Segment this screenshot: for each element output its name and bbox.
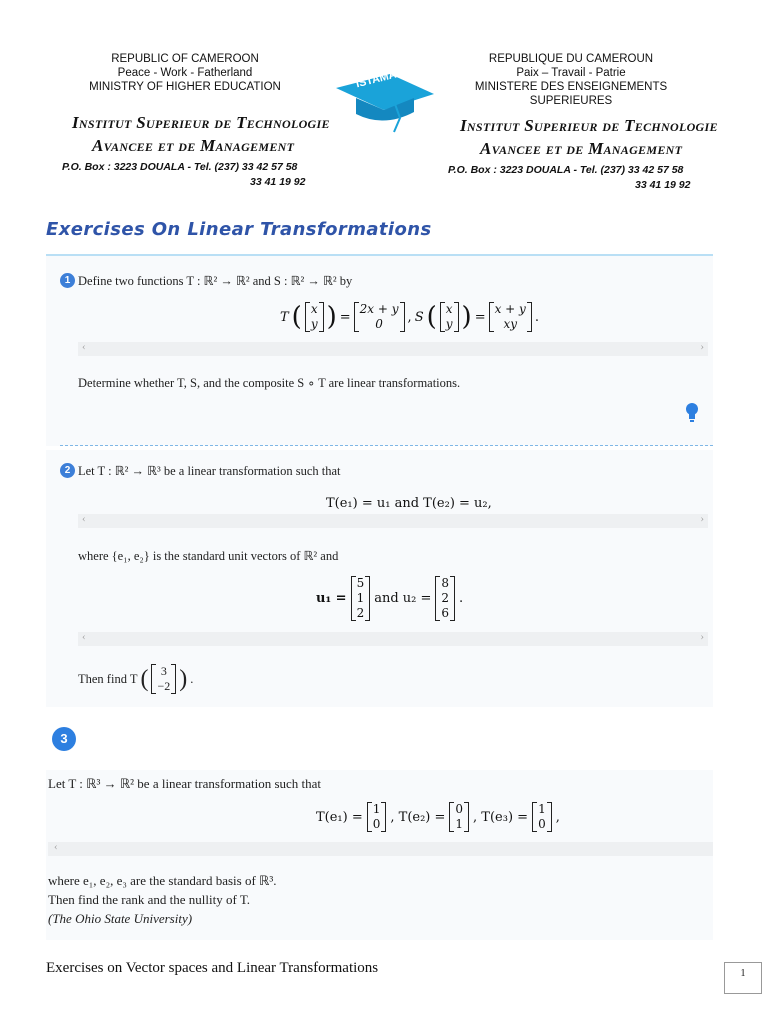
scroll-right-icon[interactable]: › <box>700 633 704 643</box>
vector-xy-2: x y <box>440 302 459 332</box>
then-find-text: Then find T <box>78 671 138 686</box>
question-3-formula: T(e₁) = 1 0 , T(e₂) = 0 1 , T(e₃) = 1 0 , <box>316 802 560 831</box>
question-1-intro: Define two functions T : ℝ² → ℝ² and S : ℝ² → ℝ² by <box>78 274 353 288</box>
question-1-formula: T ( x y ) = 2x + y 0 , S ( x y ) = x + y xy . <box>280 302 539 332</box>
ministry-fr: MINISTERE DES ENSEIGNEMENTS SUPERIEURES <box>474 81 668 107</box>
input-vector: 3 −2 <box>151 664 176 694</box>
Te1-label: T(e₁) = <box>316 809 363 825</box>
address-right: P.O. Box : 3223 DOUALA - Tel. (237) 33 42 57 58 <box>448 164 684 176</box>
func-S: S <box>414 309 424 325</box>
address-left: P.O. Box : 3223 DOUALA - Tel. (237) 33 42 57 58 <box>62 161 298 173</box>
T-result-matrix: 2x + y 0 <box>354 302 405 332</box>
scroll-left-icon[interactable]: ‹ <box>54 843 58 853</box>
scrollbar-q1[interactable] <box>78 342 708 356</box>
question-3-where: where e₁, e₂, e₃ are the standard basis of ℝ³. <box>48 873 277 888</box>
question-3-source: (The Ohio State University) <box>48 911 193 926</box>
header-left <box>60 52 310 94</box>
page-number: 1 <box>724 962 762 994</box>
lightbulb-hint-icon[interactable] <box>686 402 698 428</box>
scroll-left-icon[interactable]: ‹ <box>82 633 86 643</box>
Te2-vector: 0 1 <box>449 802 469 832</box>
scroll-right-icon[interactable]: › <box>700 515 704 525</box>
u1-label: u₁ = <box>316 591 347 606</box>
scrollbar-q2a[interactable] <box>78 514 708 528</box>
institute-name-right-1: Institut Superieur de Technologie <box>460 116 718 135</box>
question-1-text: Determine whether T, S, and the composite S ∘ T are linear transformations. <box>78 376 461 390</box>
question-2-vectors: u₁ = 5 1 2 and u₂ = 8 2 6 . <box>316 576 464 620</box>
ministry-en: MINISTRY OF HIGHER EDUCATION <box>89 81 281 93</box>
country-en: REPUBLIC OF CAMEROON <box>111 53 259 65</box>
Te1-vector: 1 0 <box>367 802 387 832</box>
u1-vector: 5 1 2 <box>351 576 371 621</box>
logo-text: ISTAMA <box>354 68 398 91</box>
istama-logo <box>330 58 440 138</box>
u2-label: and u₂ = <box>374 591 432 606</box>
institute-name-left-1: Institut Superieur de Technologie <box>72 113 330 132</box>
func-T: T <box>280 309 289 325</box>
scroll-right-icon[interactable]: › <box>700 343 704 353</box>
scrollbar-q2b[interactable] <box>78 632 708 646</box>
question-2-find: Then find T ( 3 −2 ) . <box>78 664 194 693</box>
S-result-matrix: x + y xy <box>489 302 532 332</box>
u2-vector: 8 2 6 <box>435 576 455 621</box>
motto-en: Peace - Work - Fatherland <box>117 67 253 79</box>
Te3-vector: 1 0 <box>532 802 552 832</box>
divider <box>60 445 713 446</box>
scroll-left-icon[interactable]: ‹ <box>82 515 86 525</box>
institute-name-left-2: Avancee et de Management <box>92 136 295 155</box>
question-2-badge: 2 <box>60 463 75 478</box>
motto-fr: Paix – Travail - Patrie <box>516 67 626 79</box>
vector-xy: x y <box>305 302 324 332</box>
question-3-badge: 3 <box>52 727 76 751</box>
country-fr: REPUBLIQUE DU CAMEROUN <box>488 53 654 65</box>
question-3-find: Then find the rank and the nullity of T. <box>48 892 251 907</box>
footer-text: Exercises on Vector spaces and Linear Transformations <box>46 960 379 976</box>
Te3-label: , T(e₃) = <box>473 809 529 825</box>
Te2-label: , T(e₂) = <box>390 809 446 825</box>
question-2-where: where {e₁, e₂} is the standard unit vectors of ℝ² and <box>78 549 339 563</box>
question-1-badge: 1 <box>60 273 75 288</box>
scrollbar-q3[interactable] <box>48 842 713 856</box>
header-right <box>440 52 702 108</box>
question-2-equation: T(e₁) = u₁ and T(e₂) = u₂, <box>326 496 492 511</box>
page-title: Exercises On Linear Transformations <box>46 219 432 240</box>
scroll-left-icon[interactable]: ‹ <box>82 343 86 353</box>
question-2-intro: Let T : ℝ² → ℝ³ be a linear transformation such that <box>78 464 341 478</box>
phone2-right: 33 41 19 92 <box>635 179 691 191</box>
institute-name-right-2: Avancee et de Management <box>480 139 683 158</box>
question-3-intro: Let T : ℝ³ → ℝ² be a linear transformation such that <box>48 776 322 791</box>
phone2-left: 33 41 19 92 <box>250 176 306 188</box>
